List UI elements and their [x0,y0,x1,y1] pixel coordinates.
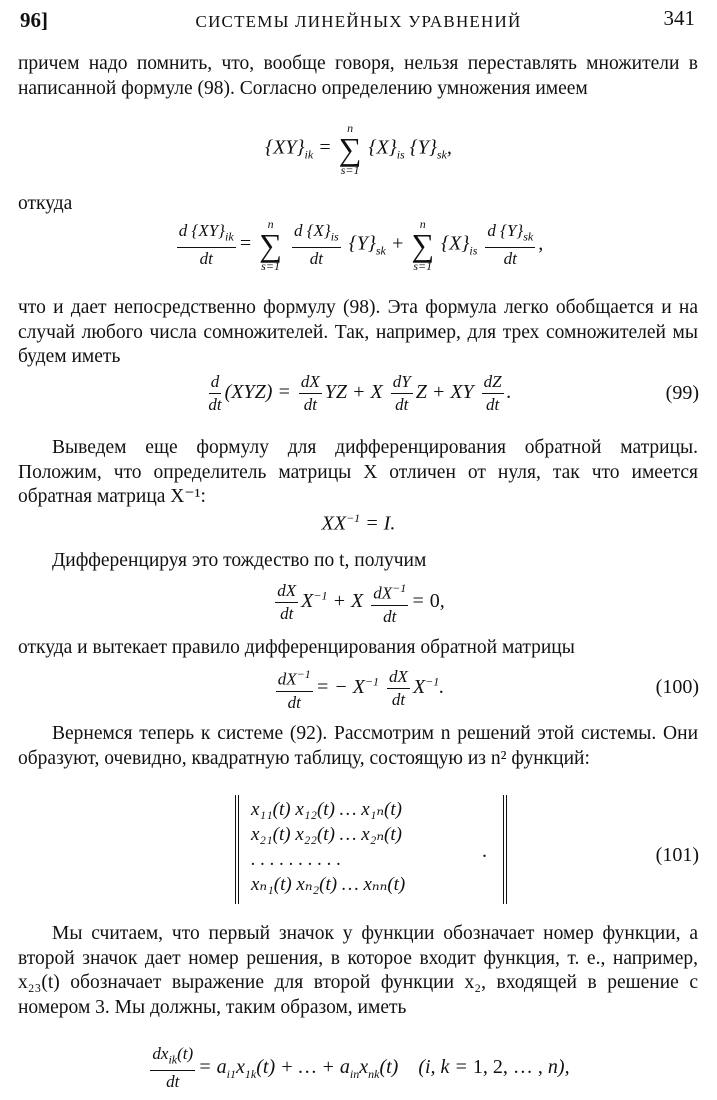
paragraph-2: откуда [18,193,73,214]
equation-number-100: (100) [655,676,699,698]
page-number: 341 [663,6,695,30]
matrix-row: xₙ₁(t) xₙ₂(t) … xₙₙ(t) [251,874,406,895]
formula-product-derivative: $\frac{d \{XY\}_{ik}}{dt}$ = n ∑ s=1 $\frac{d \{X\}_{is}}{dt}$ $\{Y\}_{sk}$ + n ∑ s=1 $\{X\}_{is}$ $\frac{d \{Y\}_{sk}}{dt}$ , [178,217,544,273]
formula-identity-derivative: $\frac{dX}{dt}$ $X^{-1} + X$ $\frac{dX^{-1}}{dt}$ = 0, [0,578,717,627]
equation-number-99: (99) [665,382,699,404]
paragraph-8: Мы считаем, что первый значок у функции обозначает номер функции, а второй значок дает номер решения, в которое входит функция, т. е., например, x₂₃(t) обозначает выражение для второй функции x₂, входящей в решение с номером 3. Мы должны, таким образом, иметь [18,923,698,1018]
matrix-row: x₁₁(t) x₁₂(t) … x₁ₙ(t) [251,799,402,820]
solution-matrix [235,795,507,904]
paragraph-3: что и дает непосредственно формулу (98). Эта формула легко обобщается и на случай любого числа сомножителей. Так, например, для трех сомножителей мы будем иметь [18,297,698,367]
matrix-period: . [482,840,487,862]
matrix-row: . . . . . . . . . . [251,849,342,870]
formula-system-derivative: $\frac{dx_{ik}(t)}{dt}$ = $a_{i1}x_{1k}(t)$ + … + $a_{in}x_{nk}(t)$ (i, k = 1, 2, … , n), [152,1044,570,1092]
paragraph-6: откуда и вытекает правило дифференцирования обратной матрицы [18,637,575,658]
paragraph-1: причем надо помнить, что, вообще говоря, нельзя переставлять множители в написанной формуле (98). Согласно определению умножения имеем [18,53,698,99]
paragraph-5: Дифференцируя это тождество по t, получим [52,550,427,571]
running-title: СИСТЕМЫ ЛИНЕЙНЫХ УРАВНЕНИЙ [195,12,522,31]
formula-100: $\frac{dX^{-1}}{dt}$ = − $X^{-1}$ $\frac{dX}{dt}$ $X^{-1}$. [0,664,717,713]
formula-99: $\frac{d}{dt}$ (XYZ) = $\frac{dX}{dt}$ YZ + X $\frac{dY}{dt}$ Z + XY $\frac{dZ}{dt}$ . [208,372,512,414]
formula-inverse-identity: $XX^{-1} = I$. [321,511,396,535]
paragraph-7: Вернемся теперь к системе (92). Рассмотрим n решений этой системы. Они образуют, очевидно, квадратную таблицу, состоящую из n² функций: [18,723,698,769]
equation-number-101: (101) [655,844,699,866]
matrix-row: x₂₁(t) x₂₂(t) … x₂ₙ(t) [251,824,402,845]
paragraph-4: Выведем еще формулу для дифференцирования обратной матрицы. Положим, что определитель матрицы X отличен от нуля, так что имеется обратная матрица X⁻¹: [18,437,698,507]
formula-product-definition: $\{XY\}_{ik}$ = n ∑ s=1 $\{X\}_{is}$ $\{Y\}_{sk}$, [265,121,452,177]
section-number: 96] [20,8,48,32]
